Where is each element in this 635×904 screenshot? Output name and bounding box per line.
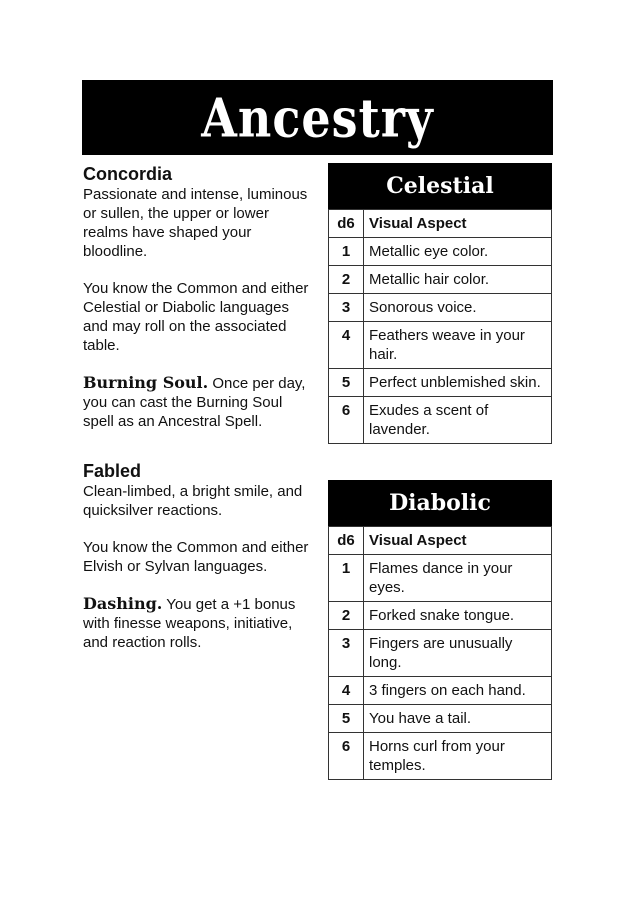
celestial-aspect-table xyxy=(328,209,552,444)
aspect-text: 3 fingers on each hand. xyxy=(364,677,552,705)
aspect-text: Exudes a scent of lavender. xyxy=(364,397,552,444)
celestial-table xyxy=(328,163,552,444)
diabolic-aspect-table xyxy=(328,526,552,780)
table-row xyxy=(329,294,552,322)
concordia-feature-name: Burning Soul. xyxy=(83,373,209,392)
table-row xyxy=(329,677,552,705)
fabled-description: Clean-limbed, a bright smile, and quicksilver reactions. xyxy=(83,483,303,519)
roll-number: 4 xyxy=(329,322,364,369)
roll-number: 3 xyxy=(329,630,364,677)
roll-number: 4 xyxy=(329,677,364,705)
aspect-text: Fingers are unusually long. xyxy=(364,630,552,677)
concordia-feature xyxy=(83,373,315,431)
aspect-text: Forked snake tongue. xyxy=(364,602,552,630)
aspect-text: Feathers weave in your hair. xyxy=(364,322,552,369)
fabled-feature xyxy=(83,594,315,652)
table-header-row xyxy=(329,210,552,238)
table-row xyxy=(329,602,552,630)
diabolic-table xyxy=(328,480,552,780)
fabled-feature-text: You get a +1 bonus with finesse weapons, initiative, and reaction rolls. xyxy=(83,596,296,651)
die-column-header: d6 xyxy=(329,210,364,238)
ancestry-descriptions xyxy=(83,163,315,652)
concordia-description: Passionate and intense, luminous or sullen, the upper or lower realms have shaped your bloodline. xyxy=(83,186,308,260)
table-row xyxy=(329,705,552,733)
aspect-text: Sonorous voice. xyxy=(364,294,552,322)
roll-number: 3 xyxy=(329,294,364,322)
aspect-column-header: Visual Aspect xyxy=(364,210,552,238)
table-row xyxy=(329,397,552,444)
aspect-text: Flames dance in your eyes. xyxy=(364,555,552,602)
table-row xyxy=(329,369,552,397)
roll-number: 1 xyxy=(329,555,364,602)
table-row xyxy=(329,238,552,266)
aspect-text: Metallic hair color. xyxy=(364,266,552,294)
table-row xyxy=(329,630,552,677)
aspect-text: You have a tail. xyxy=(364,705,552,733)
roll-number: 1 xyxy=(329,238,364,266)
ancestry-banner xyxy=(82,80,553,155)
aspect-text: Metallic eye color. xyxy=(364,238,552,266)
roll-number: 2 xyxy=(329,266,364,294)
roll-number: 6 xyxy=(329,397,364,444)
aspect-text: Perfect unblemished skin. xyxy=(364,369,552,397)
diabolic-table-title: Diabolic xyxy=(328,480,552,526)
concordia-title: Concordia xyxy=(83,164,173,184)
roll-number: 2 xyxy=(329,602,364,630)
aspect-text: Horns curl from your temples. xyxy=(364,733,552,780)
aspect-column-header: Visual Aspect xyxy=(364,527,552,555)
concordia-feature-text: Once per day, you can cast the Burning Soul spell as an Ancestral Spell. xyxy=(83,375,306,430)
fabled-title: Fabled xyxy=(83,461,142,481)
page-title: Ancestry xyxy=(201,86,434,149)
roll-number: 5 xyxy=(329,705,364,733)
roll-number: 6 xyxy=(329,733,364,780)
table-header-row xyxy=(329,527,552,555)
table-row xyxy=(329,733,552,780)
fabled-languages: You know the Common and either Elvish or Sylvan languages. xyxy=(83,539,309,575)
table-row xyxy=(329,322,552,369)
die-column-header: d6 xyxy=(329,527,364,555)
concordia-languages: You know the Common and either Celestial or Diabolic languages and may roll on the associated table. xyxy=(83,280,309,354)
celestial-table-title: Celestial xyxy=(328,163,552,209)
table-row xyxy=(329,555,552,602)
roll-number: 5 xyxy=(329,369,364,397)
table-row xyxy=(329,266,552,294)
fabled-feature-name: Dashing. xyxy=(83,594,163,613)
